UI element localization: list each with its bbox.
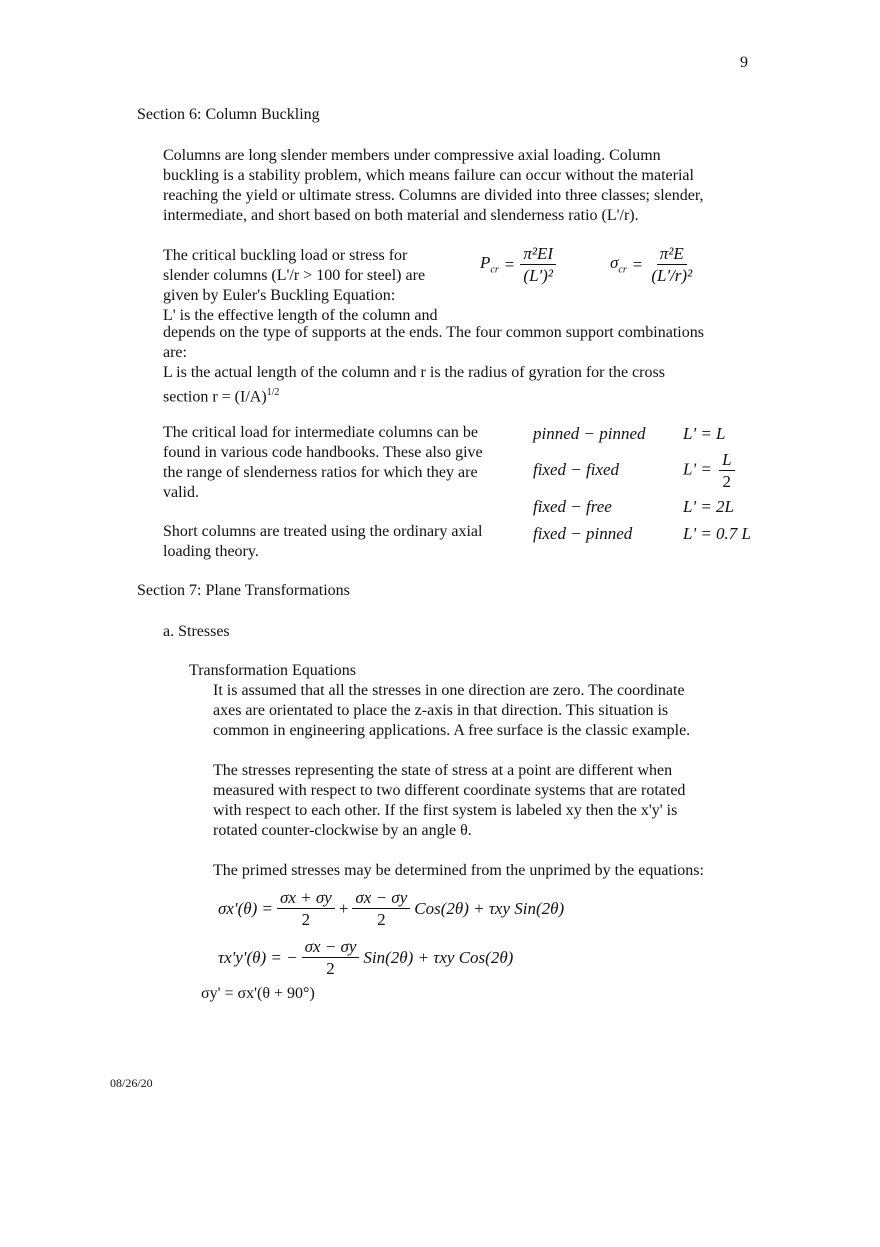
section-6-heading: Section 6: Column Buckling (137, 106, 320, 123)
text-line: It is assumed that all the stresses in one direction are zero. The coordinate (213, 682, 685, 699)
eq2-lhs: τx'y'(θ) = − (218, 947, 298, 967)
euler-load-numerator: π²EI (520, 244, 556, 265)
euler-stress-denominator: (L'/r)² (651, 266, 693, 285)
effective-length: L' = $\frac{L}{2}$ (683, 450, 735, 491)
eq1-frac1-num: σx + σy (277, 888, 335, 909)
text-line: common in engineering applications. A free surface is the classic example. (213, 722, 691, 739)
text-line: buckling is a stability problem, which means failure can occur without the material (163, 167, 694, 184)
text-line: axes are orientated to place the z-axis in that direction. This situation is (213, 702, 669, 719)
text-line: measured with respect to two different coordinate systems that are rotated (213, 782, 686, 799)
euler-stress-equation: $\sigma_{cr}$ = $\frac{\text{π²E}}{\text{(L'/r)²}}$ (610, 244, 695, 285)
page-number: 9 (740, 54, 748, 71)
effective-length: L' = 0.7 L (683, 524, 752, 543)
sigma-y-prime-equation: σy' = σx'(θ + 90°) (201, 985, 315, 1002)
tau-xy-prime-equation (218, 937, 513, 978)
eq2-frac-den: 2 (326, 959, 335, 978)
text-line: slender columns (L'/r > 100 for steel) are (163, 267, 426, 284)
text-line: with respect to each other. If the first system is labeled xy then the x'y' is (213, 802, 678, 819)
short-columns-text (163, 522, 482, 562)
support-type: fixed − pinned (533, 524, 633, 543)
text-line: The critical load for intermediate columns can be (163, 424, 478, 441)
eq2-tail: Sin(2θ) + τxy Cos(2θ) (363, 947, 514, 967)
euler-stress-numerator: π²E (657, 244, 687, 265)
effective-length: L' = L (683, 424, 726, 443)
euler-load-denominator: (L')² (523, 266, 553, 285)
paragraph-2 (213, 761, 685, 841)
support-combinations-table (533, 423, 751, 547)
paragraph-1 (213, 681, 690, 741)
radius-of-gyration-line: section $r = (I/A)^{1/2}$ (163, 387, 280, 406)
eq1-frac2-num: σx − σy (352, 888, 410, 909)
text-line: L' is the effective length of the column and (163, 307, 438, 324)
text-line: are: (163, 344, 187, 361)
critical-buckling-text (163, 246, 438, 326)
support-row (533, 423, 751, 445)
text-line: L is the actual length of the column and r is the radius of gyration for the cross (163, 364, 665, 381)
effective-length: L' = 2L (683, 497, 735, 516)
subsection-stresses: a. Stresses (163, 623, 230, 640)
text-line: The stresses representing the state of stress at a point are different when (213, 762, 673, 779)
paragraph-3: The primed stresses may be determined from the unprimed by the equations: (213, 862, 704, 879)
footer-date: 08/26/20 (110, 1076, 153, 1090)
eq2-frac-num: σx − σy (302, 937, 360, 958)
euler-stress-lhs: $\sigma_{cr}$ (610, 253, 627, 276)
text-line: Columns are long slender members under compressive axial loading. Column (163, 147, 661, 164)
intermediate-columns-text (163, 423, 483, 503)
text-line: valid. (163, 484, 199, 501)
text-line: rotated counter-clockwise by an angle θ. (213, 822, 472, 839)
text-line: loading theory. (163, 543, 259, 560)
text-line: The critical buckling load or stress for (163, 247, 408, 264)
support-type: fixed − free (533, 497, 612, 516)
transformation-equations-heading: Transformation Equations (189, 662, 356, 679)
column-buckling-intro (163, 146, 704, 226)
text-line: found in various code handbooks. These also give (163, 444, 483, 461)
text-line: the range of slenderness ratios for which they are (163, 464, 478, 481)
sigma-x-prime-equation (218, 888, 564, 929)
text-line: depends on the type of supports at the ends. The four common support combinations (163, 324, 704, 341)
support-type: pinned − pinned (533, 424, 646, 443)
text-line: reaching the yield or ultimate stress. Columns are divided into three classes; slender, (163, 187, 704, 204)
euler-load-equation: $P_{cr}$ = $\frac{\text{π²EI}}{\text{(L')²}}$ (480, 244, 556, 285)
eq1-plus: + (338, 898, 349, 918)
eq1-lhs: σx'(θ) = (218, 898, 273, 918)
text-line: intermediate, and short based on both material and slenderness ratio (L'/r). (163, 207, 639, 224)
support-type: fixed − fixed (533, 460, 620, 479)
support-row (533, 521, 751, 547)
text-line: given by Euler's Buckling Equation: (163, 287, 396, 304)
text-line: Short columns are treated using the ordinary axial (163, 523, 483, 540)
support-row (533, 447, 751, 493)
section-7-heading: Section 7: Plane Transformations (137, 582, 350, 599)
support-text (163, 323, 704, 407)
eq1-frac2-den: 2 (377, 910, 386, 929)
eq1-tail: Cos(2θ) + τxy Sin(2θ) (414, 898, 565, 918)
eq1-frac1-den: 2 (301, 910, 311, 929)
support-row (533, 495, 751, 519)
euler-load-lhs: $P_{cr}$ (480, 253, 499, 276)
